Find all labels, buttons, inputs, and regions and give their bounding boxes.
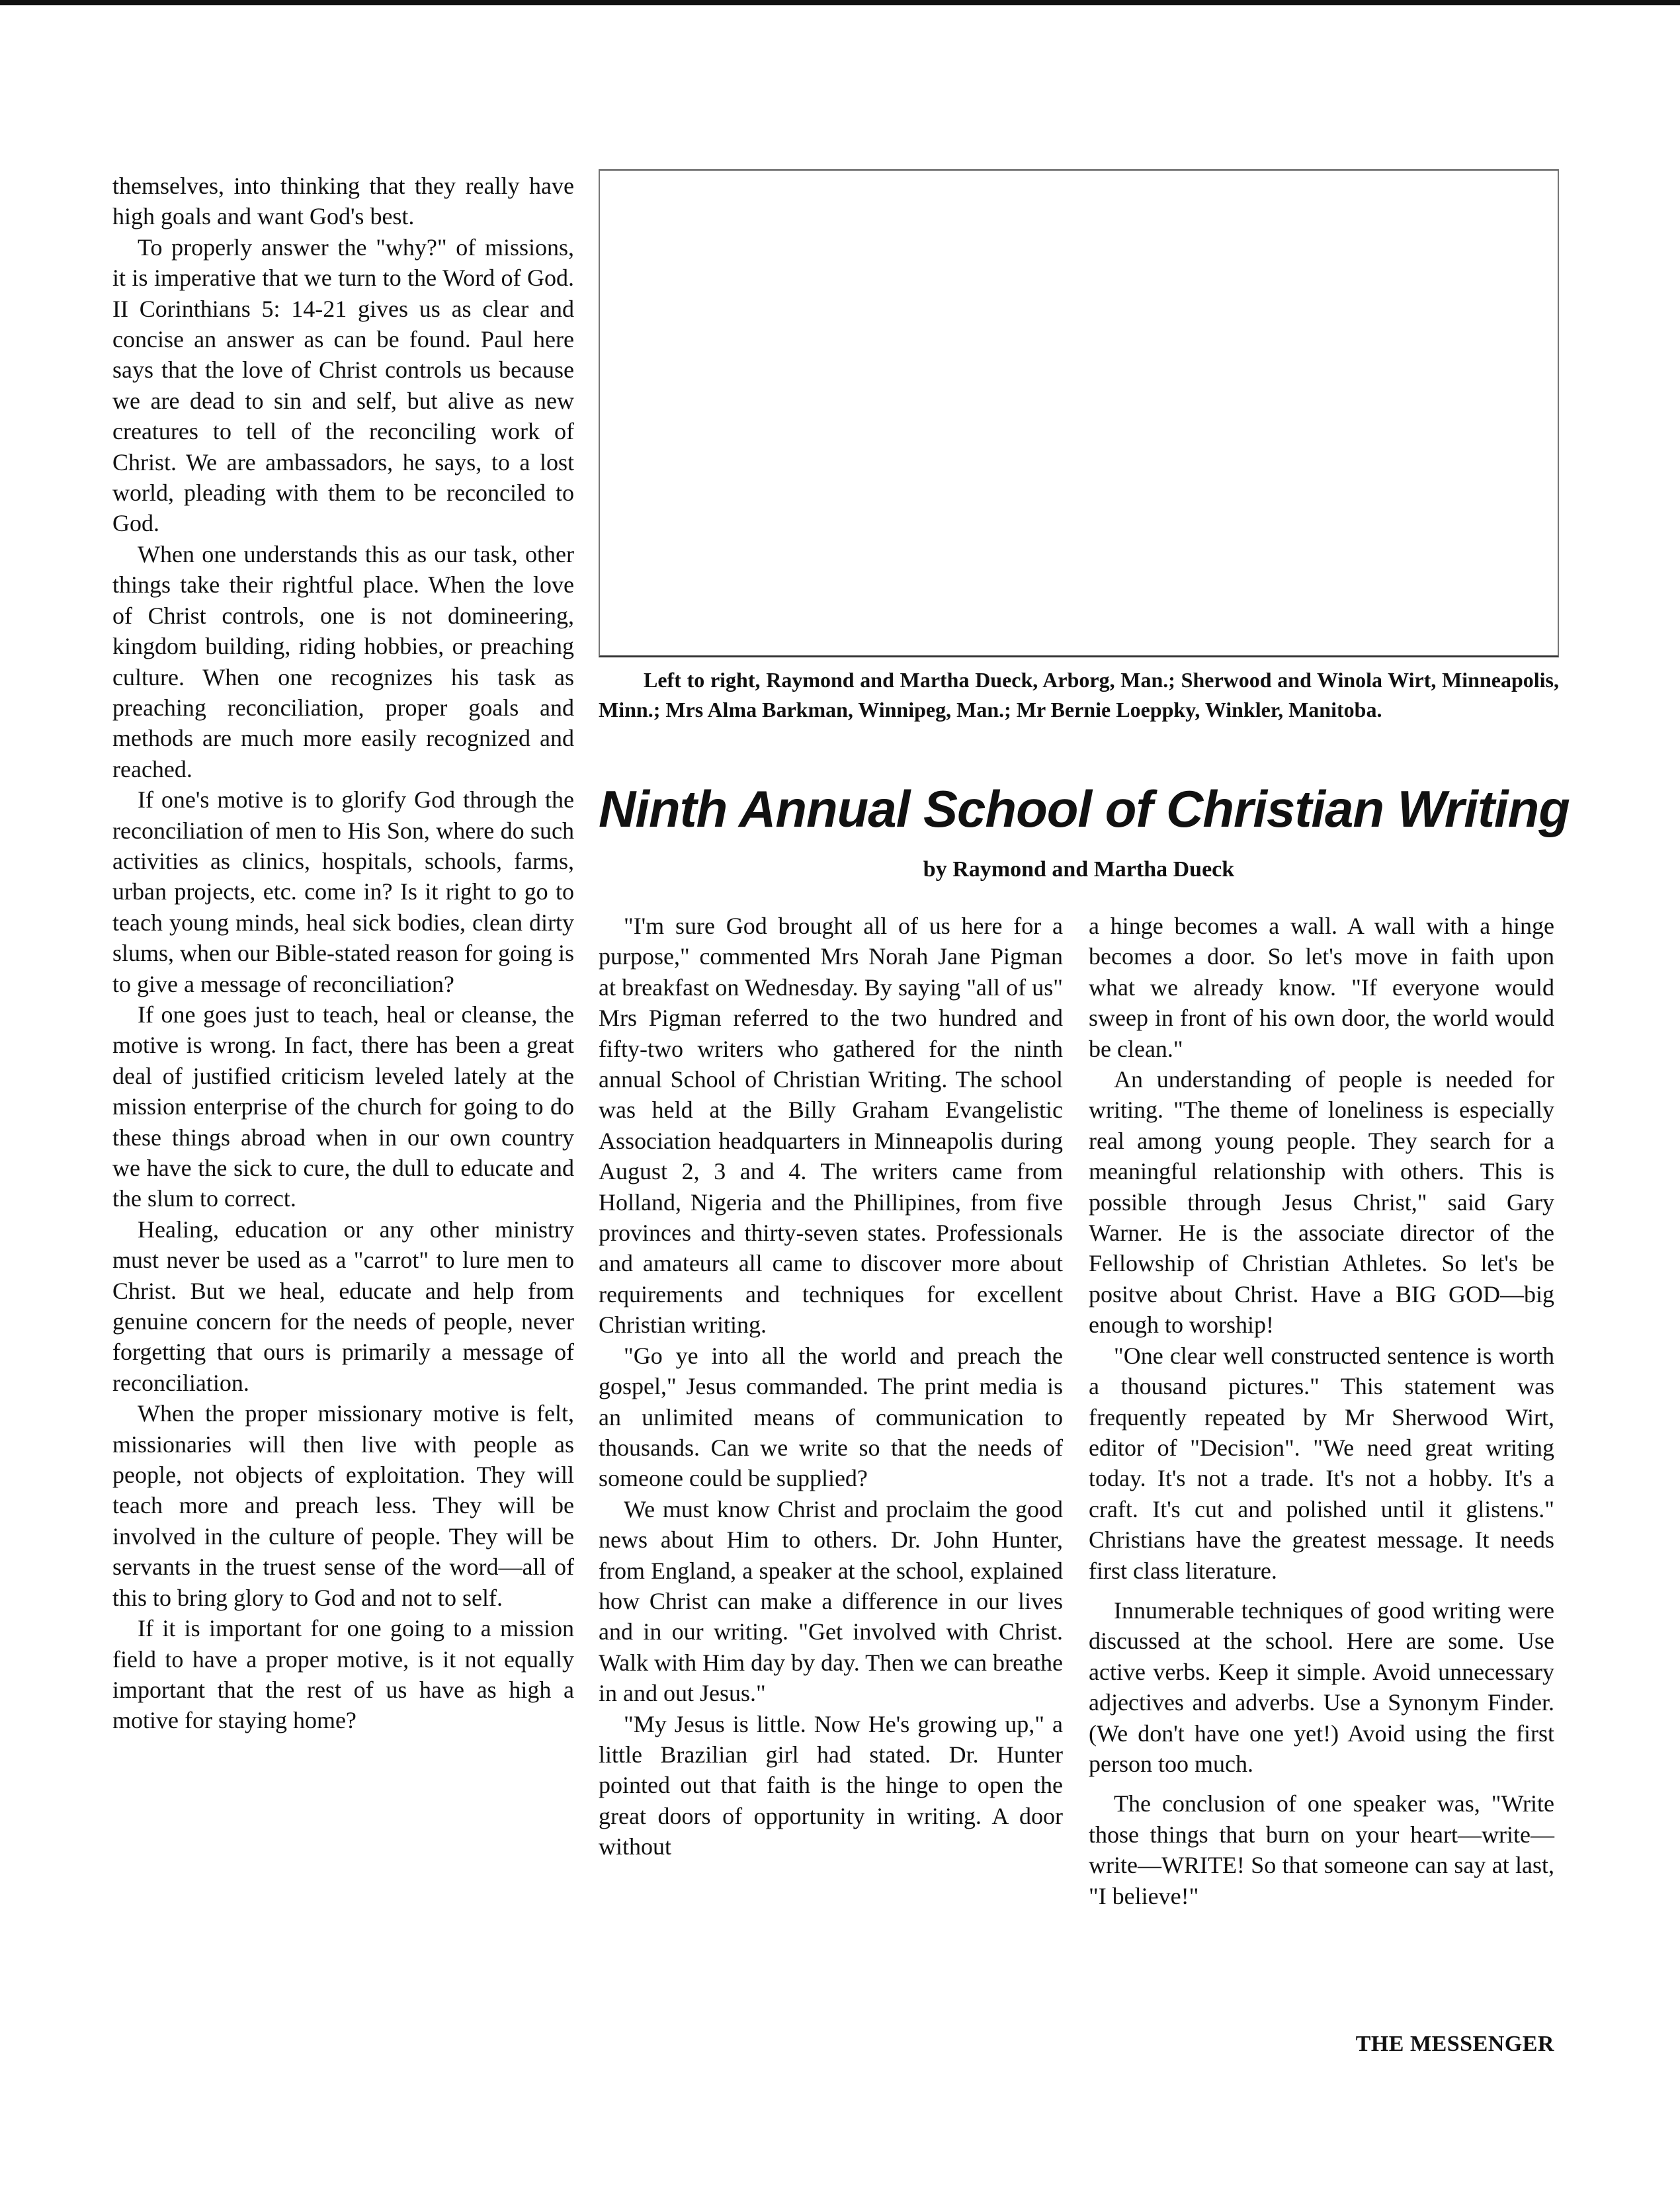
paragraph: Innumerable techniques of good writing were discussed at the school. Here are some. Use active verbs. Keep it simple. Avoid unnecessary adjectives and adverbs. Use a Synonym Finder. (We don't have one yet!) Avoid using the first person too much. (1089, 1597, 1554, 1777)
photo-caption: Left to right, Raymond and Martha Dueck, Arborg, Man.; Sherwood and Winola Wirt, Minneapolis, Minn.; Mrs Alma Barkman, Winnipeg, Man.; Mr Bernie Loeppky, Winkler, Manitoba. (599, 668, 1559, 722)
paragraph: When one understands this as our task, other things take their rightful place. When the love of Christ controls, one is not domineering, kingdom building, riding hobbies, or preaching culture. When one recognizes his task as preaching reconciliation, proper goals and methods are much more easily recognized and reached. (112, 540, 574, 782)
photo-frame (599, 169, 1559, 657)
paragraph: "One clear well constructed sentence is worth a thousand pictures." This statement was frequently repeated by Mr Sherwood Wirt, editor of "Decision". "We need great writing today. It's not a trade. It's not a hobby. It's a craft. It's cut and polished until it glistens." Christians have the greatest message. It needs first class literature. (1089, 1342, 1554, 1584)
publication-footer: THE MESSENGER (1355, 2032, 1554, 2056)
paragraph: We must know Christ and proclaim the good news about Him to others. Dr. John Hunter, from England, a speaker at the school, explained how Christ can make a difference in our lives and in our writing. "Get involved with Christ. Walk with Him day by day. Then we can breathe in and out Jesus." (599, 1495, 1063, 1707)
paragraph: "I'm sure God brought all of us here for a purpose," commented Mrs Norah Jane Pigman at breakfast on Wednesday. By saying "all of us" Mrs Pigman referred to the two hundred and fifty-two writers who gathered for the ninth annual School of Christian Writing. The school was held at the Billy Graham Evangelistic Association headquarters in Minneapolis during August 2, 3 and 4. The writers came from Holland, Nigeria and the Phillipines, from five provinces and thirty-seven states. Professionals and amateurs all came to discover more about requirements and techniques for excellent Christian writing. (599, 913, 1063, 1339)
paragraph: "My Jesus is little. Now He's growing up," a little Brazilian girl had stated. Dr. Hunter pointed out that faith is the hinge to open the great doors of opportunity in writing. A door without (599, 1710, 1063, 1860)
paragraph: themselves, into thinking that they really have high goals and want God's best. (112, 173, 574, 230)
paragraph: If one goes just to teach, heal or cleanse, the motive is wrong. In fact, there has been a great deal of justified criticism leveled lately at the mission enterprise of the church for going to do these things abroad when in our own country we have the sick to cure, the dull to educate and the slum to correct. (112, 1001, 574, 1212)
paragraph: Healing, education or any other ministry must never be used as a "carrot" to lure men to Christ. But we heal, educate and help from genuine concern for the needs of people, never forgetting that ours is primarily a message of reconciliation. (112, 1216, 574, 1396)
middle-column (599, 911, 1063, 1862)
paragraph: When the proper missionary motive is felt, missionaries will then live with people as people, not objects of exploitation. They will teach more and preach less. They will be involved in the culture of people. They will be servants in the truest sense of the word—all of this to bring glory to God and not to self. (112, 1400, 574, 1611)
paragraph: a hinge becomes a wall. A wall with a hinge becomes a door. So let's move in faith upon what we already know. "If everyone would sweep in front of his own door, the world would be clean." (1089, 913, 1554, 1062)
paragraph: The conclusion of one speaker was, "Write those things that burn on your heart—write—write—WRITE! So that someone can say at last, "I believe!" (1089, 1790, 1554, 1909)
paragraph: To properly answer the "why?" of missions, it is imperative that we turn to the Word of God. II Corinthians 5: 14-21 gives us as clear and concise an answer as can be found. Paul here says that the love of Christ controls us because we are dead to sin and self, but alive as new creatures to tell of the reconciling work of Christ. We are ambassadors, he says, to a lost world, pleading with them to be reconciled to God. (112, 233, 574, 537)
article-title: Ninth Annual School of Christian Writing (599, 780, 1570, 838)
paragraph: If one's motive is to glorify God through the reconciliation of men to His Son, where do such activities as clinics, hospitals, schools, farms, urban projects, etc. come in? Is it right to go to teach young minds, heal sick bodies, clean dirty slums, when our Bible-stated reason for going is to give a message of reconciliation? (112, 786, 574, 997)
left-column (112, 171, 574, 1736)
paragraph: "Go ye into all the world and preach the gospel," Jesus commanded. The print media is an unlimited means of communication to thousands. Can we write so that the needs of someone could be supplied? (599, 1342, 1063, 1492)
paragraph: If it is important for one going to a mission field to have a proper motive, is it not equally important that the rest of us have as high a motive for staying home? (112, 1615, 574, 1734)
right-column (1089, 911, 1554, 1911)
top-border (0, 0, 1680, 5)
paragraph: An understanding of people is needed for writing. "The theme of loneliness is especially real among young people. They search for a meaningful relationship with others. This is possible through Jesus Christ," said Gary Warner. He is the associate director of the Fellowship of Christian Athletes. So let's be positve about Christ. Have a BIG GOD—big enough to worship! (1089, 1066, 1554, 1339)
article-byline: by Raymond and Martha Dueck (923, 857, 1235, 882)
